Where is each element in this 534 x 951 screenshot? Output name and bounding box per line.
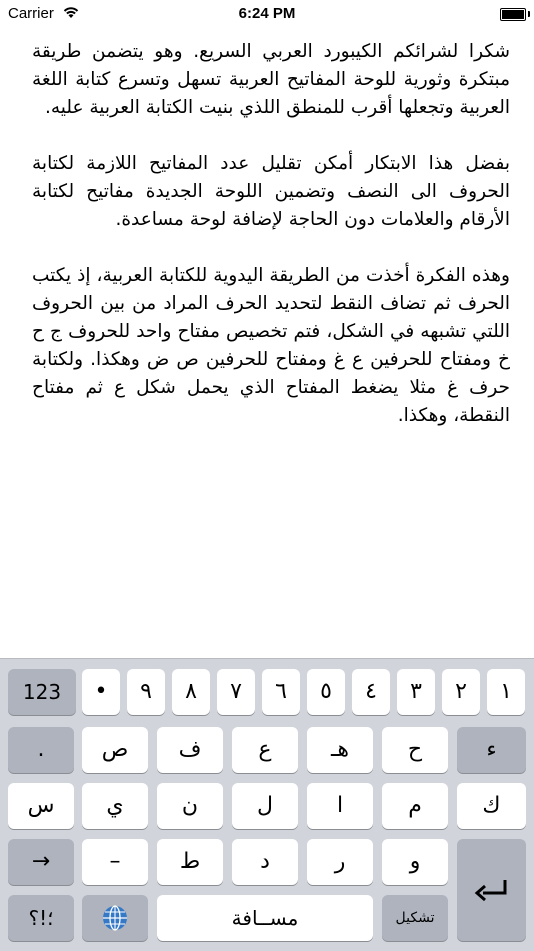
key-seen[interactable] <box>8 783 74 829</box>
key-bullet[interactable] <box>82 669 120 715</box>
key-ra[interactable] <box>307 839 373 885</box>
key-label: ف <box>178 737 202 762</box>
key-label: ٤ <box>365 679 377 704</box>
key-label: → <box>31 849 51 874</box>
key-arrow[interactable] <box>8 839 74 885</box>
key-label: ع <box>258 737 272 762</box>
text-editor[interactable] <box>32 38 510 470</box>
key-label: ن <box>181 793 199 818</box>
key-tah[interactable] <box>157 839 223 885</box>
key-meem[interactable] <box>382 783 448 829</box>
key-label: ٧ <box>230 679 242 704</box>
space-bar[interactable] <box>157 895 373 941</box>
key-ha[interactable] <box>307 727 373 773</box>
key-6[interactable] <box>262 669 300 715</box>
key-label: ح <box>407 737 423 762</box>
key-tatweel[interactable] <box>82 839 148 885</box>
key-label: ٢ <box>455 679 467 704</box>
key-hamza[interactable] <box>457 727 526 773</box>
key-label: ٥ <box>320 679 332 704</box>
paragraph-1: شكرا لشرائكم الكيبورد العربي السريع. وهو يتضمن طريقة مبتكرة وثورية للوحة المفاتيح العربية تسهل وتسرع كتابة اللغة العربية وتجعلها أقرب للمنطق اللذي بنيت الكتابة العربية عليه. <box>32 41 510 118</box>
battery-tip <box>528 11 530 17</box>
key-label: هـ <box>330 737 350 762</box>
key-label: ك <box>482 793 501 818</box>
key-label: ٦ <box>275 679 287 704</box>
clock: 6:24 PM <box>238 5 296 22</box>
arabic-keyboard <box>0 658 534 951</box>
status-bar <box>0 0 534 30</box>
key-label: مســافة <box>231 906 299 930</box>
key-dal[interactable] <box>232 839 298 885</box>
key-ya[interactable] <box>82 783 148 829</box>
key-label: و <box>409 849 421 874</box>
key-label: . <box>37 737 45 762</box>
key-label: ء <box>486 737 497 762</box>
key-label: ط <box>179 849 201 874</box>
key-label: تشكيل <box>395 910 435 926</box>
key-label: ل <box>257 793 273 818</box>
key-fa[interactable] <box>157 727 223 773</box>
key-label: ٩ <box>140 679 152 704</box>
key-label: س <box>27 793 55 818</box>
key-4[interactable] <box>352 669 390 715</box>
key-8[interactable] <box>172 669 210 715</box>
key-label: ي <box>106 793 124 818</box>
key-label: ١ <box>500 679 512 704</box>
key-alif[interactable] <box>307 783 373 829</box>
key-ain[interactable] <box>232 727 298 773</box>
key-label: د <box>260 849 270 874</box>
key-waw[interactable] <box>382 839 448 885</box>
return-key[interactable] <box>457 839 526 941</box>
key-label: ٨ <box>185 679 197 704</box>
paragraph-3: وهذه الفكرة أخذت من الطريقة اليدوية للكتابة العربية، إذ يكتب الحرف ثم تضاف النقط لتحديد الحرف المراد من بين الحروف اللتي تشبهه في الشكل، فتم تخصيص مفتاح واحد للحروف ج ح خ ومفتاح للحرفين ع غ ومفتاح للحرفين ص ض وهكذا. ولكتابة حرف غ مثلا يضغط المفتاح الذي يحمل شكل ع ثم مفتاح النقطة، وهكذا. <box>32 265 510 426</box>
key-3[interactable] <box>397 669 435 715</box>
key-5[interactable] <box>307 669 345 715</box>
key-2[interactable] <box>442 669 480 715</box>
diacritics-key[interactable] <box>382 895 448 941</box>
key-label: ؛!؟ <box>28 906 54 930</box>
key-kaf[interactable] <box>457 783 526 829</box>
punctuation-key[interactable] <box>8 895 74 941</box>
key-noon[interactable] <box>157 783 223 829</box>
globe-icon <box>101 904 129 932</box>
key-period[interactable] <box>8 727 74 773</box>
key-label: ٣ <box>410 679 422 704</box>
key-7[interactable] <box>217 669 255 715</box>
numbers-mode-key[interactable] <box>8 669 76 715</box>
carrier-label: Carrier <box>8 5 54 22</box>
key-lam[interactable] <box>232 783 298 829</box>
battery-icon <box>500 8 526 21</box>
key-9[interactable] <box>127 669 165 715</box>
key-sad[interactable] <box>82 727 148 773</box>
key-1[interactable] <box>487 669 525 715</box>
key-label: – <box>109 849 121 874</box>
return-arrow-icon <box>474 877 510 903</box>
key-label: ا <box>336 793 344 818</box>
key-hah[interactable] <box>382 727 448 773</box>
globe-key[interactable] <box>82 895 148 941</box>
key-label: • <box>94 679 108 704</box>
paragraph-2: بفضل هذا الابتكار أمكن تقليل عدد المفاتيح اللازمة لكتابة الحروف الى النصف وتضمين اللوحة الجديدة مفاتيح لكتابة الأرقام والعلامات دون الحاجة لإضافة لوحة مساعدة. <box>32 153 510 230</box>
key-label: ص <box>101 737 129 762</box>
key-label: ر <box>334 849 346 874</box>
key-label: 123 <box>22 680 62 704</box>
key-label: م <box>408 793 422 818</box>
